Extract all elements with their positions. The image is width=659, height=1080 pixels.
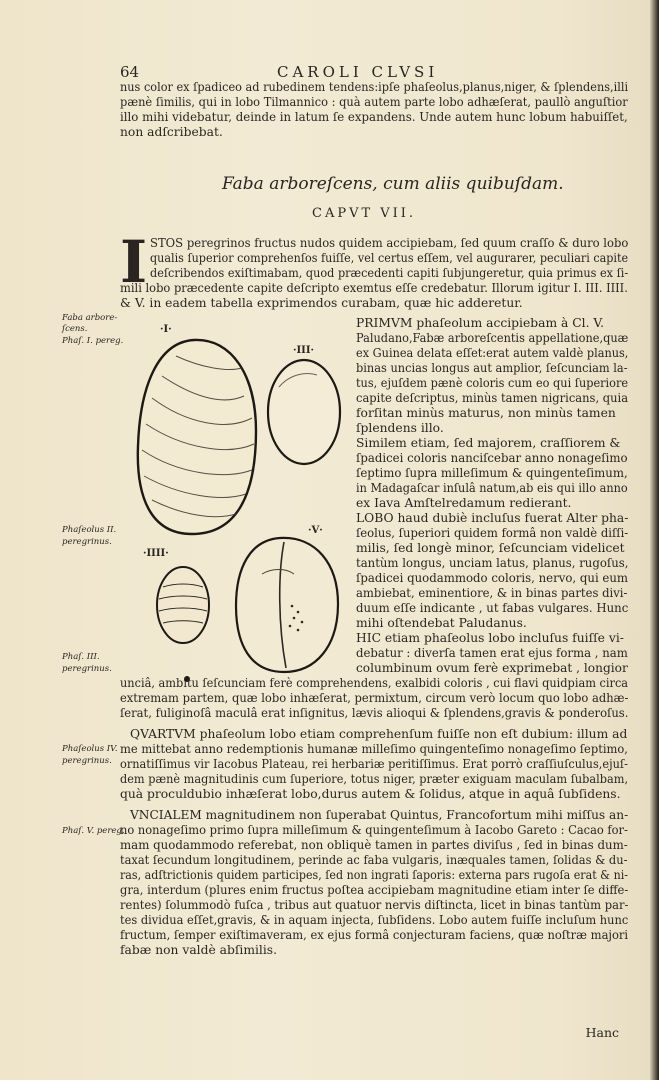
text-line: rentes) ſolummodò fuſca , tribus aut quatuor nervis diſtincta, licet in binas tantùm par-	[120, 898, 629, 912]
figure-label-i: ·I·	[160, 324, 172, 335]
text-line: mam quodammodo referebat, non obliquè tamen in partes diviſus , ſed in binas dum-	[120, 838, 628, 852]
margin-note: peregrinus.	[62, 664, 112, 674]
text-line: dem pænè magnitudinis cum ſuperiore, totus niger, præter exiguam maculam ſubalbam,	[120, 772, 629, 786]
margin-note: peregrinus.	[62, 756, 112, 766]
bean-illustration-v	[232, 534, 342, 676]
text-line: forſitan minùs maturus, non minùs tamen	[356, 406, 616, 420]
text-line: fructum, ſemper exiſtimaveram, ex ejus formâ conjecturam faciens, quæ noſtræ majori	[120, 928, 629, 942]
margin-note: Phaſeolus IV.	[62, 744, 118, 754]
text-line: mihi oſtendebat Paludanus.	[356, 616, 527, 630]
margin-note: ſcens.	[62, 324, 88, 334]
text-line: capite deſcriptus, minùs tamen nigricans, quia	[356, 391, 629, 405]
running-head: CAROLI CLVSI	[277, 63, 439, 81]
margin-note: Phaſ. III.	[62, 652, 100, 662]
book-spine-shadow	[650, 0, 659, 1080]
text-line: me mittebat anno redemptionis humanæ milleſimo quingenteſimo nonageſimo ſeptimo,	[120, 742, 628, 756]
text-line: Similem etiam, ſed majorem, craſſiorem &	[356, 436, 621, 450]
text-line: VNCIALEM magnitudinem non ſuperabat Quintus, Francofortum mihi miſſus an-	[130, 808, 629, 822]
text-line: binas uncias longus aut amplior, ſeſcunciam la-	[356, 361, 628, 375]
text-line: Paludano,Fabæ arboreſcentis appellatione,quæ	[356, 331, 629, 345]
text-line: columbinum ovum ferè exprimebat , longior	[356, 661, 628, 675]
text-line: & V. in eadem tabella exprimendos curabam, quæ hic adderetur.	[120, 296, 523, 310]
text-line: ſerat, fuliginoſâ maculâ erat inſignitus, lævis alioqui & ſplendens,gravis & ponderoſus.	[120, 706, 629, 720]
text-line: nus color ex ſpadiceo ad rubedinem tendens:ipſe phaſeolus,planus,niger, & ſplendens,illi	[120, 80, 629, 94]
text-line: HIC etiam phaſeolus lobo incluſus fuiſſe vi-	[356, 631, 624, 645]
text-line: non adſcribebat.	[120, 125, 223, 139]
text-line: quà proculdubio inhæſerat lobo,durus autem & ſolidus, atque in aquâ ſubſidens.	[120, 787, 621, 801]
bean-illustration-iii	[265, 357, 343, 467]
text-line: ſpadicei coloris nanciſcebar anno nonageſimo	[356, 451, 628, 465]
text-line: taxat ſecundum longitudinem, perinde ac faba vulgaris, inæquales tamen, ſolidas & du-	[120, 853, 628, 867]
text-line: in Madagaſcar inſulâ natum,ab eis qui illo anno	[356, 481, 628, 495]
text-line: ſpadicei quodammodo coloris, nervo, qui eum	[356, 571, 629, 585]
text-line: pænè ſimilis, qui in lobo Tilmannico : quà autem parte lobo adhæſerat, paullò anguſtior	[120, 95, 628, 109]
margin-note: Faba arbore-	[62, 313, 118, 323]
text-line: qualis ſuperior comprehenſos fuiſſe, vel certus eſſem, vel augurarer, peculiari capite	[150, 251, 629, 265]
chapter-number: CAPVT VII.	[312, 206, 417, 221]
text-line: ſplendens illo.	[356, 421, 444, 435]
text-line: ras, adſtrictionis quidem participes, ſed non ingrati ſaporis: externa pars rugoſa erat & ni-	[120, 868, 629, 882]
text-line: fabæ non valdè abſimilis.	[120, 943, 278, 957]
text-line: tus, ejuſdem pænè coloris cum eo qui ſuperiore	[356, 376, 629, 390]
text-line: ſeptimo ſupra milleſimum & quingenteſimum,	[356, 466, 628, 480]
text-line: duum eſſe indicante , ut fabas vulgares. Hunc	[356, 601, 629, 615]
text-line: deſcribendos exiſtimabam, quod præcedenti capiti ſubjungeretur, quia primus ex ſi-	[150, 266, 629, 280]
margin-note: Phaſ. V. pereg.	[62, 826, 125, 836]
margin-note: Phaſ. I. pereg.	[62, 336, 124, 346]
text-line: ambiebat, eminentiore, & in binas partes divi-	[356, 586, 628, 600]
text-line: no nonageſimo primo ſupra milleſimum & quingenteſimum à Iacobo Gareto : Cacao for-	[120, 823, 628, 837]
text-line: gra, interdum (plures enim fructus poſtea accipiebam magnitudine etiam inter ſe diffe-	[120, 883, 629, 897]
page-number: 64	[120, 63, 140, 81]
text-line: unciâ, ambitu ſeſcunciam ferè comprehendens, exalbidi coloris , cui flavi quidpiam circa	[120, 676, 629, 690]
text-line: mili lobo præcedente capite deſcripto exemtus eſſe credebatur. Illorum igitur I. III. IIII.	[120, 281, 628, 295]
text-line: debatur : diverſa tamen erat ejus forma , nam	[356, 646, 628, 660]
text-line: tes dividua eſſet,gravis, & in aquam injecta, ſubſidens. Lobo autem fuiſſe incluſum hunc	[120, 913, 629, 927]
drop-cap: I	[120, 228, 148, 296]
text-line: tantùm longus, unciam latus, planus, rugoſus,	[356, 556, 629, 570]
figure-label-v: ·V·	[308, 525, 323, 536]
text-line: illo mihi videbatur, deinde in latum ſe expandens. Unde autem hunc lobum habuiſſet,	[120, 110, 628, 124]
text-line: extremam partem, quæ lobo inhæſerat, permixtum, circum verò locum quo lobo adhæ-	[120, 691, 629, 705]
text-line: QVARTVM phaſeolum lobo etiam comprehenſum fuiſſe non eſt dubium: illum ad	[130, 727, 628, 741]
margin-note: peregrinus.	[62, 537, 112, 547]
text-line: ex Guinea delata eſſet:erat autem valdè planus,	[356, 346, 629, 360]
bean-illustration-i	[132, 336, 260, 538]
text-line: STOS peregrinos fructus nudos quidem accipiebam, ſed quum craſſo & duro lobo	[150, 236, 629, 250]
text-line: PRIMVM phaſeolum accipiebam à Cl. V.	[356, 316, 605, 330]
bean-illustration-iiii	[155, 565, 211, 645]
figure-label-iiii: ·IIII·	[143, 548, 169, 559]
text-line: LOBO haud dubiè incluſus fuerat Alter pha-	[356, 511, 629, 525]
catchword: Hanc	[585, 1025, 619, 1040]
margin-note: Phaſeolus II.	[62, 525, 117, 535]
text-line: ornatiſſimus vir Iacobus Plateau, rei herbariæ peritiſſimus. Erat porrò craſſiuſculus,ejuſ-	[120, 757, 628, 771]
text-line: ſeolus, ſuperiori quidem formâ non valdè diſſi-	[356, 526, 629, 540]
text-line: milis, ſed longè minor, ſeſcunciam videlicet	[356, 541, 625, 555]
figure-label-iii: ·III·	[293, 345, 314, 356]
chapter-title: Faba arboreſcens, cum aliis quibuſdam.	[222, 174, 564, 194]
text-line: ex Iava Amſtelredamum redierant.	[356, 496, 572, 510]
